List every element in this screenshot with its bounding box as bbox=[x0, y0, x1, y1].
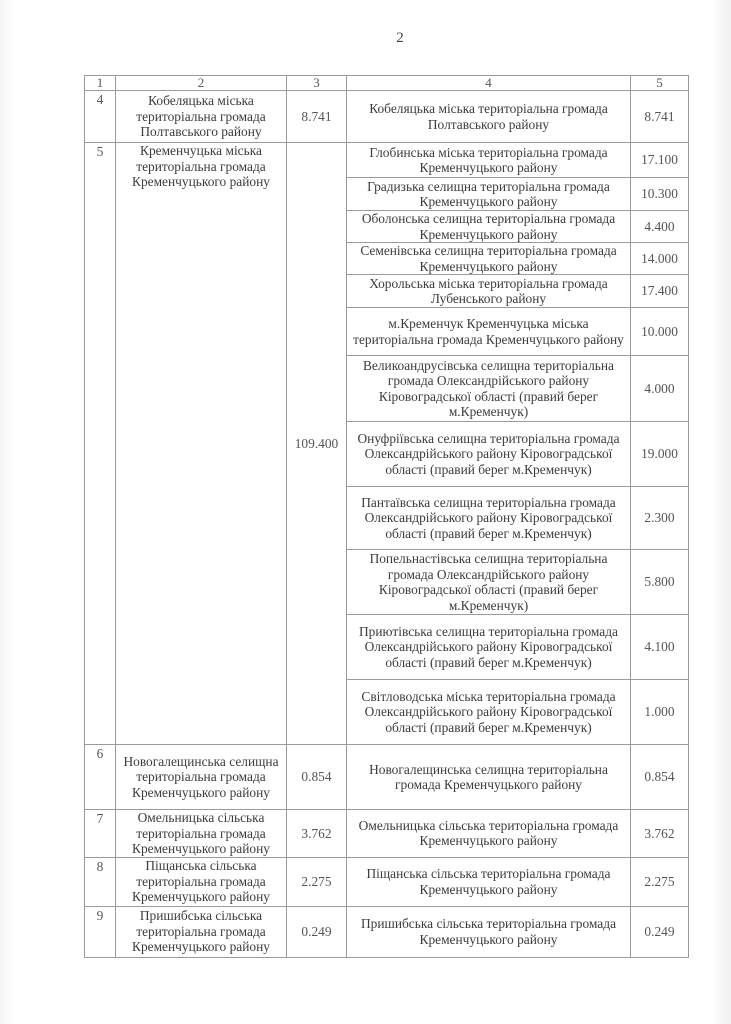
community-name: Кременчуцька міська територіальна громада Кременчуцького району bbox=[116, 143, 287, 745]
column-header-2: 2 bbox=[116, 76, 287, 91]
recipient-name: Приютівська селищна територіальна громада Олександрійського району Кіровоградської області (правий берег м.Кременчук) bbox=[347, 615, 631, 680]
row-number: 6 bbox=[85, 745, 116, 810]
recipient-value: 14.000 bbox=[631, 243, 689, 275]
recipient-name: Хорольська міська територіальна громада Лубенського району bbox=[347, 275, 631, 308]
community-name: Пришибська сільська територіальна громада Кременчуцького району bbox=[116, 906, 287, 957]
recipient-value: 4.000 bbox=[631, 356, 689, 422]
recipient-name: Семенівська селищна територіальна громада Кременчуцького району bbox=[347, 243, 631, 275]
community-total: 0.249 bbox=[287, 906, 347, 957]
recipient-value: 2.275 bbox=[631, 857, 689, 906]
row-number: 9 bbox=[85, 906, 116, 957]
allocation-table bbox=[84, 75, 689, 958]
recipient-value: 19.000 bbox=[631, 422, 689, 487]
table-row bbox=[85, 857, 689, 906]
recipient-value: 10.000 bbox=[631, 308, 689, 356]
table-row bbox=[85, 143, 689, 178]
row-number: 8 bbox=[85, 857, 116, 906]
recipient-value: 10.300 bbox=[631, 178, 689, 211]
recipient-value: 1.000 bbox=[631, 680, 689, 745]
community-name: Омельницька сільська територіальна громада Кременчуцького району bbox=[116, 810, 287, 858]
recipient-value: 4.400 bbox=[631, 211, 689, 243]
community-name: Новогалещинська селищна територіальна громада Кременчуцького району bbox=[116, 745, 287, 810]
recipient-name: Кобеляцька міська територіальна громада Полтавського району bbox=[347, 91, 631, 143]
community-name: Піщанська сільська територіальна громада Кременчуцького району bbox=[116, 857, 287, 906]
recipient-name: Новогалещинська селищна територіальна громада Кременчуцького району bbox=[347, 745, 631, 810]
column-header-4: 4 bbox=[347, 76, 631, 91]
recipient-name: Глобинська міська територіальна громада Кременчуцького району bbox=[347, 143, 631, 178]
recipient-name: Оболонська селищна територіальна громада Кременчуцького району bbox=[347, 211, 631, 243]
recipient-name: Онуфріївська селищна територіальна громада Олександрійського району Кіровоградської області (правий берег м.Кременчук) bbox=[347, 422, 631, 487]
recipient-value: 0.249 bbox=[631, 906, 689, 957]
column-number-row bbox=[85, 76, 689, 91]
recipient-name: Попельнастівська селищна територіальна громада Олександрійського району Кіровоградської області (правий берег м.Кременчук) bbox=[347, 550, 631, 615]
community-total: 109.400 bbox=[287, 143, 347, 745]
recipient-name: Градизька селищна територіальна громада Кременчуцького району bbox=[347, 178, 631, 211]
row-number: 7 bbox=[85, 810, 116, 858]
row-number: 4 bbox=[85, 91, 116, 143]
community-total: 0.854 bbox=[287, 745, 347, 810]
recipient-value: 3.762 bbox=[631, 810, 689, 858]
community-name: Кобеляцька міська територіальна громада Полтавського району bbox=[116, 91, 287, 143]
recipient-name: Пришибська сільська територіальна громада Кременчуцького району bbox=[347, 906, 631, 957]
recipient-value: 4.100 bbox=[631, 615, 689, 680]
community-total: 8.741 bbox=[287, 91, 347, 143]
table-row bbox=[85, 906, 689, 957]
community-total: 2.275 bbox=[287, 857, 347, 906]
table-row bbox=[85, 745, 689, 810]
row-number: 5 bbox=[85, 143, 116, 745]
recipient-value: 17.400 bbox=[631, 275, 689, 308]
recipient-name: Світловодська міська територіальна громада Олександрійського району Кіровоградської області (правий берег м.Кременчук) bbox=[347, 680, 631, 745]
recipient-name: м.Кременчук Кременчуцька міська територіальна громада Кременчуцького району bbox=[347, 308, 631, 356]
recipient-name: Піщанська сільська територіальна громада Кременчуцького району bbox=[347, 857, 631, 906]
table-row bbox=[85, 810, 689, 858]
column-header-3: 3 bbox=[287, 76, 347, 91]
community-total: 3.762 bbox=[287, 810, 347, 858]
recipient-value: 2.300 bbox=[631, 487, 689, 550]
recipient-value: 17.100 bbox=[631, 143, 689, 178]
recipient-value: 5.800 bbox=[631, 550, 689, 615]
page-number: 2 bbox=[396, 30, 404, 46]
recipient-value: 8.741 bbox=[631, 91, 689, 143]
column-header-5: 5 bbox=[631, 76, 689, 91]
recipient-name: Омельницька сільська територіальна громада Кременчуцького району bbox=[347, 810, 631, 858]
table-row bbox=[85, 91, 689, 143]
recipient-name: Великоандрусівська селищна територіальна громада Олександрійського району Кіровоградської області (правий берег м.Кременчук) bbox=[347, 356, 631, 422]
recipient-name: Пантаївська селищна територіальна громада Олександрійського району Кіровоградської області (правий берег м.Кременчук) bbox=[347, 487, 631, 550]
column-header-1: 1 bbox=[85, 76, 116, 91]
recipient-value: 0.854 bbox=[631, 745, 689, 810]
